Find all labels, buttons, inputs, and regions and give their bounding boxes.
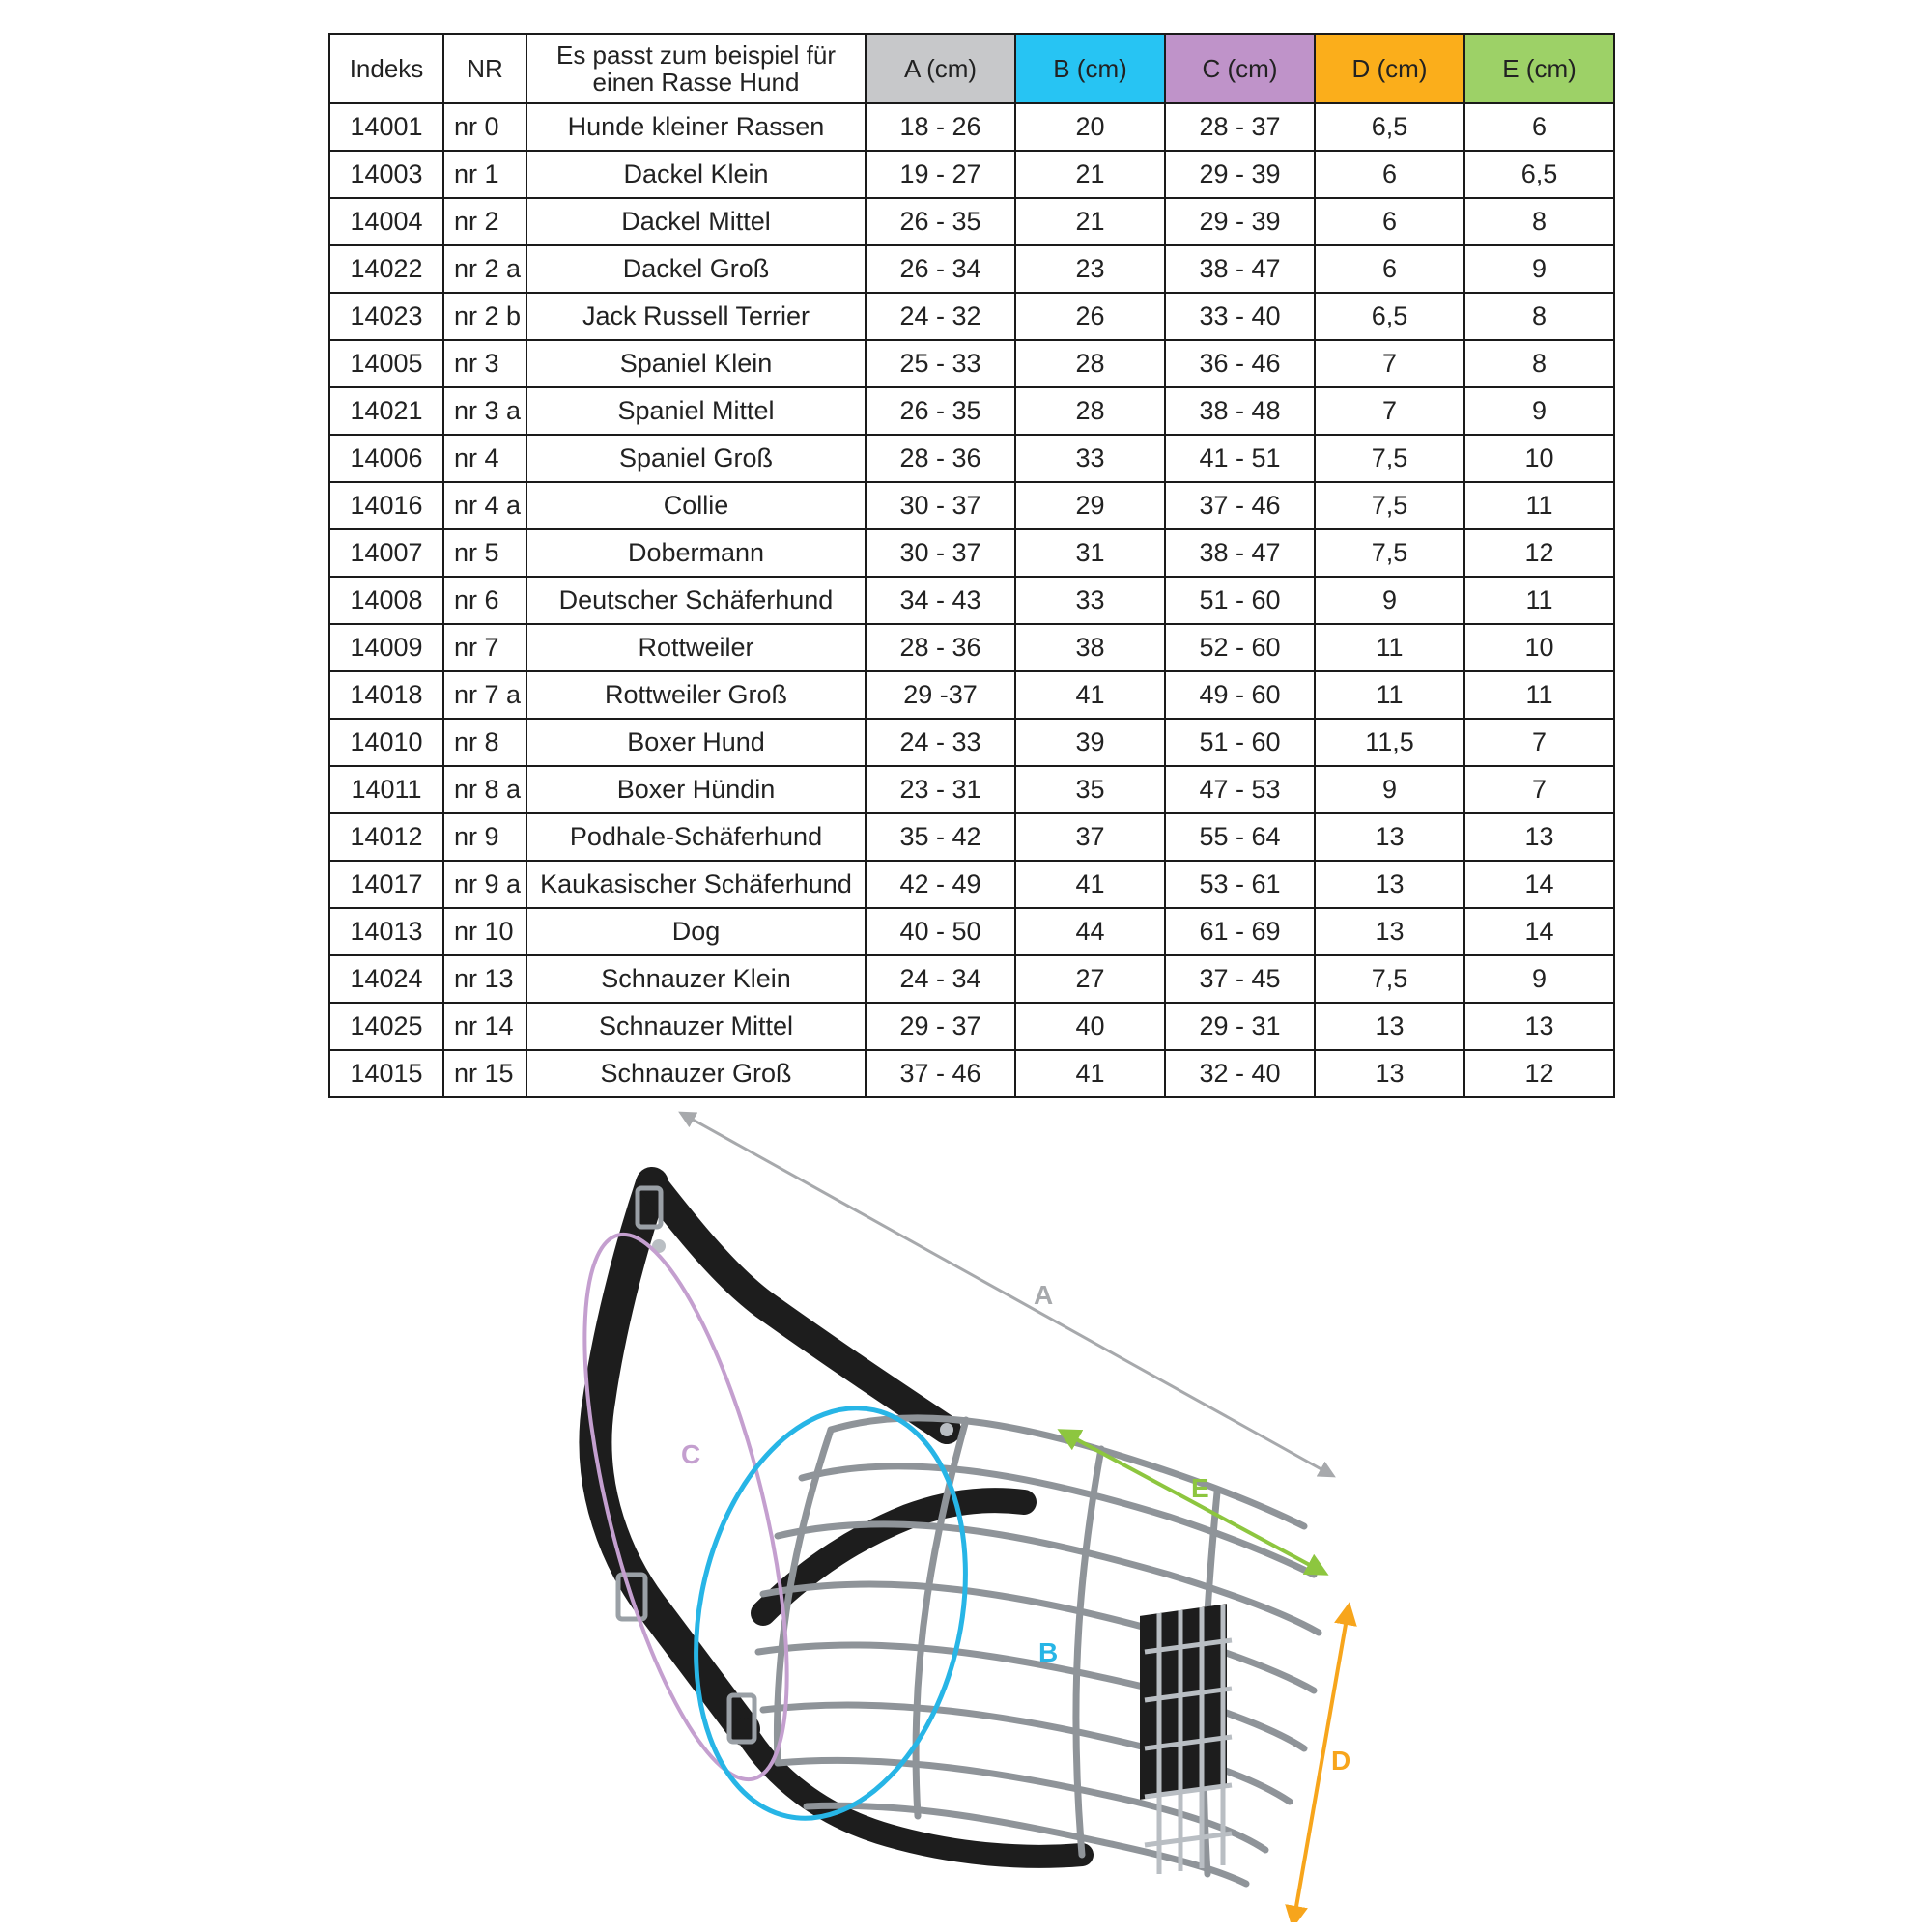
cell-nr: nr 2 — [443, 198, 526, 245]
cell-b: 40 — [1015, 1003, 1165, 1050]
cell-breed: Schnauzer Mittel — [526, 1003, 866, 1050]
dimension-a-arrow — [686, 1116, 1328, 1473]
cell-c: 29 - 39 — [1165, 151, 1315, 198]
cell-d: 13 — [1315, 1003, 1464, 1050]
table-row — [329, 766, 1614, 813]
cell-c: 32 - 40 — [1165, 1050, 1315, 1097]
cell-d: 6,5 — [1315, 293, 1464, 340]
cell-nr: nr 7 a — [443, 671, 526, 719]
cell-c: 41 - 51 — [1165, 435, 1315, 482]
cell-d: 7,5 — [1315, 482, 1464, 529]
cell-nr: nr 8 a — [443, 766, 526, 813]
cell-index: 14003 — [329, 151, 443, 198]
table-row — [329, 1050, 1614, 1097]
cell-breed: Dackel Klein — [526, 151, 866, 198]
rivet-icon — [940, 1423, 953, 1436]
table-row — [329, 387, 1614, 435]
table-body — [329, 103, 1614, 1097]
cell-c: 49 - 60 — [1165, 671, 1315, 719]
cell-e: 11 — [1464, 671, 1614, 719]
cell-d: 9 — [1315, 766, 1464, 813]
cell-c: 29 - 31 — [1165, 1003, 1315, 1050]
cell-breed: Jack Russell Terrier — [526, 293, 866, 340]
cell-a: 28 - 36 — [866, 435, 1015, 482]
cell-a: 24 - 33 — [866, 719, 1015, 766]
cell-d: 6 — [1315, 198, 1464, 245]
cell-nr: nr 2 b — [443, 293, 526, 340]
cell-nr: nr 4 — [443, 435, 526, 482]
cell-breed: Schnauzer Groß — [526, 1050, 866, 1097]
cell-breed: Podhale-Schäferhund — [526, 813, 866, 861]
dimension-b-ellipse — [660, 1383, 1002, 1844]
cell-c: 38 - 47 — [1165, 529, 1315, 577]
cell-index: 14016 — [329, 482, 443, 529]
table-row — [329, 151, 1614, 198]
cell-d: 13 — [1315, 813, 1464, 861]
cell-a: 19 - 27 — [866, 151, 1015, 198]
cell-a: 26 - 35 — [866, 198, 1015, 245]
cell-nr: nr 3 a — [443, 387, 526, 435]
cell-c: 37 - 45 — [1165, 955, 1315, 1003]
cell-index: 14006 — [329, 435, 443, 482]
cell-breed: Rottweiler Groß — [526, 671, 866, 719]
cell-d: 7 — [1315, 340, 1464, 387]
cell-nr: nr 7 — [443, 624, 526, 671]
cell-a: 25 - 33 — [866, 340, 1015, 387]
cell-index: 14011 — [329, 766, 443, 813]
cell-d: 7,5 — [1315, 435, 1464, 482]
cell-b: 21 — [1015, 151, 1165, 198]
cell-c: 61 - 69 — [1165, 908, 1315, 955]
table-header-row — [329, 34, 1614, 103]
cell-a: 26 - 34 — [866, 245, 1015, 293]
cell-index: 14009 — [329, 624, 443, 671]
cell-nr: nr 8 — [443, 719, 526, 766]
cell-a: 24 - 32 — [866, 293, 1015, 340]
cell-e: 11 — [1464, 577, 1614, 624]
cell-breed: Kaukasischer Schäferhund — [526, 861, 866, 908]
muzzle-diagram — [541, 1111, 1410, 1922]
table-row — [329, 671, 1614, 719]
cell-b: 33 — [1015, 577, 1165, 624]
cell-c: 36 - 46 — [1165, 340, 1315, 387]
cell-d: 11 — [1315, 624, 1464, 671]
cell-nr: nr 5 — [443, 529, 526, 577]
size-table — [328, 33, 1615, 1098]
cell-c: 37 - 46 — [1165, 482, 1315, 529]
cell-b: 35 — [1015, 766, 1165, 813]
cell-nr: nr 9 a — [443, 861, 526, 908]
cell-breed: Hunde kleiner Rassen — [526, 103, 866, 151]
cell-breed: Collie — [526, 482, 866, 529]
cell-c: 33 - 40 — [1165, 293, 1315, 340]
table-row — [329, 198, 1614, 245]
cell-a: 23 - 31 — [866, 766, 1015, 813]
cell-e: 13 — [1464, 813, 1614, 861]
table-row — [329, 482, 1614, 529]
cell-d: 7,5 — [1315, 955, 1464, 1003]
cell-nr: nr 15 — [443, 1050, 526, 1097]
cell-breed: Dackel Mittel — [526, 198, 866, 245]
cell-breed: Dackel Groß — [526, 245, 866, 293]
cell-c: 52 - 60 — [1165, 624, 1315, 671]
cell-c: 51 - 60 — [1165, 577, 1315, 624]
cell-c: 51 - 60 — [1165, 719, 1315, 766]
cell-e: 8 — [1464, 293, 1614, 340]
cell-a: 28 - 36 — [866, 624, 1015, 671]
cell-e: 14 — [1464, 908, 1614, 955]
top-strap — [652, 1183, 947, 1430]
dimension-e-label: E — [1191, 1473, 1209, 1503]
table-row — [329, 719, 1614, 766]
header-e: E (cm) — [1464, 34, 1614, 103]
cell-index: 14022 — [329, 245, 443, 293]
cell-c: 28 - 37 — [1165, 103, 1315, 151]
cell-b: 41 — [1015, 671, 1165, 719]
table-row — [329, 529, 1614, 577]
cell-b: 39 — [1015, 719, 1165, 766]
cell-b: 41 — [1015, 861, 1165, 908]
cell-index: 14023 — [329, 293, 443, 340]
cell-d: 11 — [1315, 671, 1464, 719]
cell-b: 44 — [1015, 908, 1165, 955]
cell-breed: Spaniel Groß — [526, 435, 866, 482]
cell-b: 20 — [1015, 103, 1165, 151]
cell-b: 31 — [1015, 529, 1165, 577]
cell-e: 6,5 — [1464, 151, 1614, 198]
cell-index: 14005 — [329, 340, 443, 387]
dimension-c-label: C — [681, 1439, 701, 1469]
cell-index: 14001 — [329, 103, 443, 151]
cell-breed: Rottweiler — [526, 624, 866, 671]
cell-b: 41 — [1015, 1050, 1165, 1097]
cell-c: 29 - 39 — [1165, 198, 1315, 245]
cell-index: 14010 — [329, 719, 443, 766]
header-nr: NR — [443, 34, 526, 103]
table-row — [329, 435, 1614, 482]
cell-b: 29 — [1015, 482, 1165, 529]
cell-breed: Schnauzer Klein — [526, 955, 866, 1003]
cell-b: 38 — [1015, 624, 1165, 671]
cell-breed: Dobermann — [526, 529, 866, 577]
cell-index: 14018 — [329, 671, 443, 719]
table-row — [329, 1003, 1614, 1050]
table-row — [329, 293, 1614, 340]
cell-b: 37 — [1015, 813, 1165, 861]
cell-nr: nr 9 — [443, 813, 526, 861]
cell-nr: nr 14 — [443, 1003, 526, 1050]
cell-d: 6 — [1315, 151, 1464, 198]
table-row — [329, 813, 1614, 861]
cell-b: 28 — [1015, 340, 1165, 387]
cell-a: 34 - 43 — [866, 577, 1015, 624]
cell-e: 10 — [1464, 624, 1614, 671]
cell-c: 38 - 48 — [1165, 387, 1315, 435]
cell-e: 14 — [1464, 861, 1614, 908]
cell-a: 18 - 26 — [866, 103, 1015, 151]
cell-d: 13 — [1315, 908, 1464, 955]
cell-b: 28 — [1015, 387, 1165, 435]
cell-nr: nr 0 — [443, 103, 526, 151]
cell-index: 14007 — [329, 529, 443, 577]
dog-muzzle-illustration-icon — [541, 1111, 1410, 1922]
header-c: C (cm) — [1165, 34, 1315, 103]
cell-breed: Spaniel Mittel — [526, 387, 866, 435]
header-breed — [526, 34, 866, 103]
header-b: B (cm) — [1015, 34, 1165, 103]
cell-a: 42 - 49 — [866, 861, 1015, 908]
cell-breed: Deutscher Schäferhund — [526, 577, 866, 624]
cage-wire — [916, 1420, 966, 1816]
cell-nr: nr 13 — [443, 955, 526, 1003]
cell-nr: nr 4 a — [443, 482, 526, 529]
header-breed-line1: Es passt zum beispiel für — [555, 41, 836, 70]
cell-e: 13 — [1464, 1003, 1614, 1050]
cell-c: 53 - 61 — [1165, 861, 1315, 908]
cell-index: 14017 — [329, 861, 443, 908]
cell-d: 6,5 — [1315, 103, 1464, 151]
cell-index: 14021 — [329, 387, 443, 435]
dimension-b-label: B — [1038, 1637, 1059, 1667]
cell-d: 7 — [1315, 387, 1464, 435]
cell-index: 14013 — [329, 908, 443, 955]
table-row — [329, 955, 1614, 1003]
cell-nr: nr 10 — [443, 908, 526, 955]
cell-d: 7,5 — [1315, 529, 1464, 577]
front-grid — [1140, 1604, 1227, 1800]
cell-e: 12 — [1464, 529, 1614, 577]
cell-index: 14012 — [329, 813, 443, 861]
cell-c: 55 - 64 — [1165, 813, 1315, 861]
header-a: A (cm) — [866, 34, 1015, 103]
cell-a: 30 - 37 — [866, 482, 1015, 529]
cell-b: 21 — [1015, 198, 1165, 245]
cell-e: 12 — [1464, 1050, 1614, 1097]
cell-a: 26 - 35 — [866, 387, 1015, 435]
dimension-a-label: A — [1034, 1280, 1054, 1310]
table-row — [329, 103, 1614, 151]
cell-b: 26 — [1015, 293, 1165, 340]
cell-e: 7 — [1464, 766, 1614, 813]
table-row — [329, 908, 1614, 955]
cell-index: 14008 — [329, 577, 443, 624]
table-row — [329, 624, 1614, 671]
cell-c: 47 - 53 — [1165, 766, 1315, 813]
cell-b: 27 — [1015, 955, 1165, 1003]
table-row — [329, 577, 1614, 624]
cell-e: 7 — [1464, 719, 1614, 766]
cell-d: 13 — [1315, 1050, 1464, 1097]
cell-a: 35 - 42 — [866, 813, 1015, 861]
table-row — [329, 861, 1614, 908]
cell-d: 6 — [1315, 245, 1464, 293]
header-breed-line2: einen Rasse Hund — [592, 68, 800, 97]
cell-d: 9 — [1315, 577, 1464, 624]
cell-index: 14025 — [329, 1003, 443, 1050]
cell-e: 8 — [1464, 340, 1614, 387]
header-d: D (cm) — [1315, 34, 1464, 103]
cell-b: 33 — [1015, 435, 1165, 482]
cell-e: 9 — [1464, 955, 1614, 1003]
cell-index: 14015 — [329, 1050, 443, 1097]
cell-index: 14024 — [329, 955, 443, 1003]
cell-a: 29 -37 — [866, 671, 1015, 719]
cell-d: 11,5 — [1315, 719, 1464, 766]
cell-a: 24 - 34 — [866, 955, 1015, 1003]
cell-a: 37 - 46 — [866, 1050, 1015, 1097]
cell-e: 11 — [1464, 482, 1614, 529]
cell-b: 23 — [1015, 245, 1165, 293]
cell-a: 29 - 37 — [866, 1003, 1015, 1050]
cell-breed: Boxer Hündin — [526, 766, 866, 813]
cell-nr: nr 3 — [443, 340, 526, 387]
cell-e: 8 — [1464, 198, 1614, 245]
cell-e: 6 — [1464, 103, 1614, 151]
dimension-d-label: D — [1331, 1746, 1351, 1776]
cell-nr: nr 2 a — [443, 245, 526, 293]
cell-nr: nr 1 — [443, 151, 526, 198]
cell-breed: Boxer Hund — [526, 719, 866, 766]
cell-a: 30 - 37 — [866, 529, 1015, 577]
cell-e: 9 — [1464, 387, 1614, 435]
cell-index: 14004 — [329, 198, 443, 245]
table-row — [329, 245, 1614, 293]
cell-a: 40 - 50 — [866, 908, 1015, 955]
table-row — [329, 340, 1614, 387]
cell-c: 38 - 47 — [1165, 245, 1315, 293]
header-index: Indeks — [329, 34, 443, 103]
cell-breed: Dog — [526, 908, 866, 955]
cell-d: 13 — [1315, 861, 1464, 908]
cell-nr: nr 6 — [443, 577, 526, 624]
cell-e: 10 — [1464, 435, 1614, 482]
cell-e: 9 — [1464, 245, 1614, 293]
cell-breed: Spaniel Klein — [526, 340, 866, 387]
